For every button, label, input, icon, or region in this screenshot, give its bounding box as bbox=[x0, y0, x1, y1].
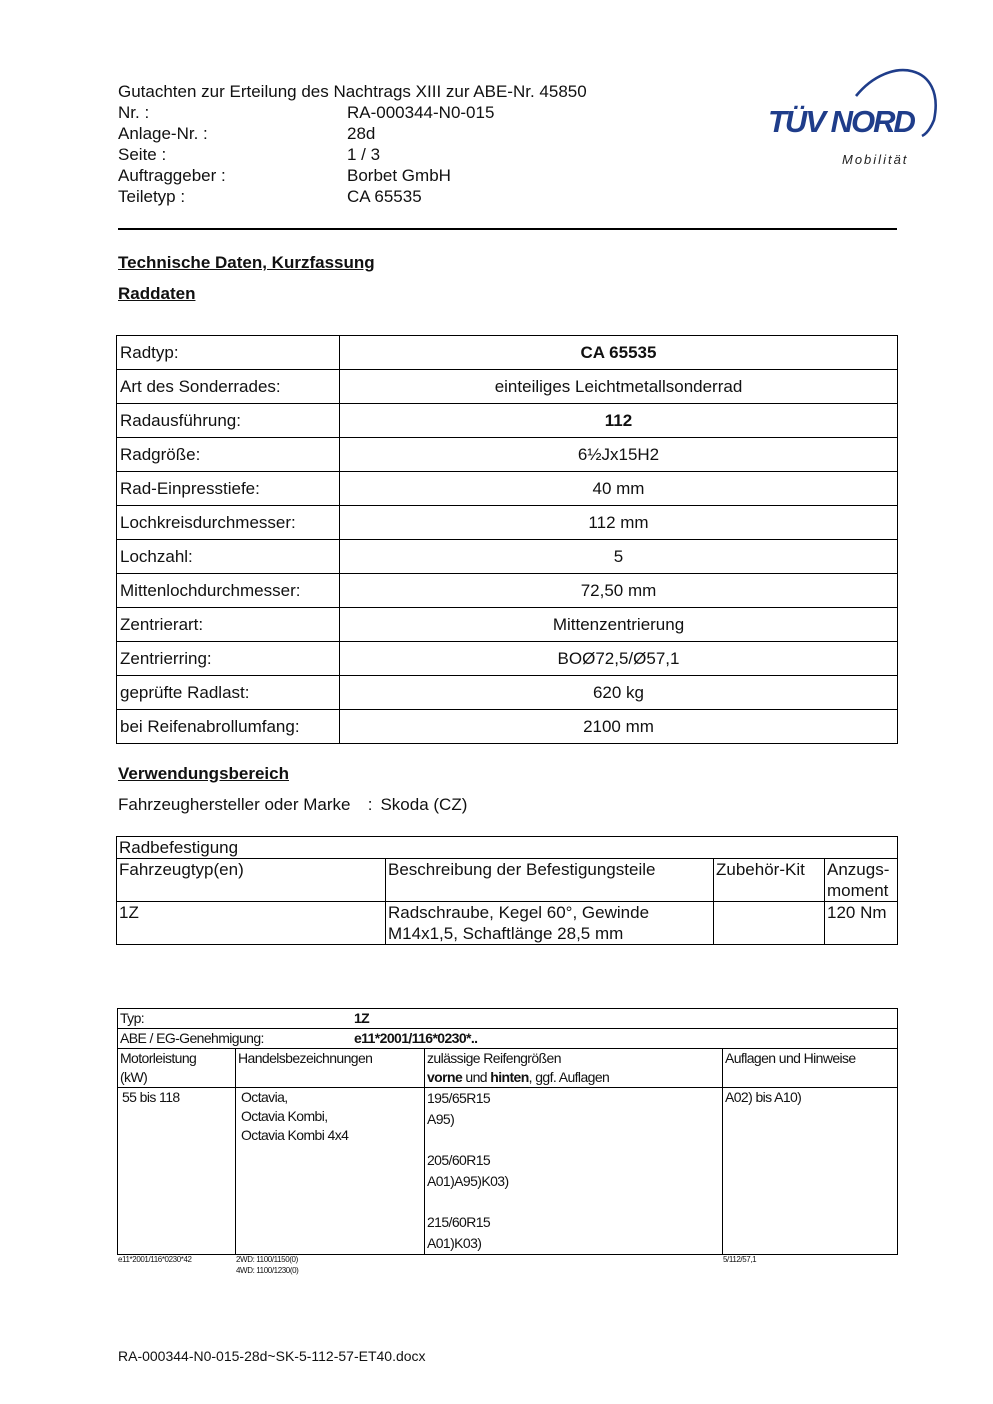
table-row bbox=[117, 370, 898, 404]
col-header-auflagen: Auflagen und Hinweise bbox=[723, 1049, 898, 1088]
header-row-anlage bbox=[118, 123, 375, 144]
col-header-beschreibung: Beschreibung der Befestigungsteile bbox=[386, 859, 714, 902]
logo-wordmark: TÜV NORD bbox=[768, 104, 914, 139]
header-label: Nr. : bbox=[118, 103, 150, 122]
raddaten-label: Radausführung: bbox=[117, 404, 340, 438]
document-filename: RA-000344-N0-015-28d~SK-5-112-57-ET40.docx bbox=[118, 1348, 426, 1364]
raddaten-label: Lochzahl: bbox=[117, 540, 340, 574]
raddaten-value: einteiliges Leichtmetallsonderrad bbox=[340, 370, 898, 404]
raddaten-value: 40 mm bbox=[340, 472, 898, 506]
header-row-teiletyp bbox=[118, 186, 422, 207]
typ-label: Typ: bbox=[120, 1010, 145, 1026]
header-divider bbox=[118, 228, 897, 230]
table-row bbox=[117, 837, 898, 859]
table-row bbox=[118, 1009, 898, 1029]
raddaten-label: Zentrierring: bbox=[117, 642, 340, 676]
cell-beschreibung bbox=[386, 902, 714, 945]
raddaten-value: 112 mm bbox=[340, 506, 898, 540]
col-header-line: (kW) bbox=[120, 1069, 148, 1085]
raddaten-label: geprüfte Radlast: bbox=[117, 676, 340, 710]
header-row-nr bbox=[118, 102, 494, 123]
tire-auflagen: A01)A95)K03) bbox=[427, 1173, 509, 1189]
document-title: Gutachten zur Erteilung des Nachtrags XIII zur ABE-Nr. 45850 bbox=[118, 82, 587, 101]
table-row bbox=[117, 676, 898, 710]
table-row bbox=[117, 404, 898, 438]
table-row bbox=[117, 472, 898, 506]
raddaten-label: Mittenlochdurchmesser: bbox=[117, 574, 340, 608]
header-value: Borbet GmbH bbox=[347, 166, 451, 185]
cell-line: Octavia Kombi, bbox=[241, 1108, 328, 1124]
footnote-2wd: 2WD: 1100/1150(0) bbox=[236, 1255, 298, 1264]
col-header-zubehoer-kit: Zubehör-Kit bbox=[714, 859, 825, 902]
footnote-genehmigung: e11*2001/116*0230*42 bbox=[118, 1255, 192, 1264]
col-header-line bbox=[427, 1068, 720, 1087]
header-row-seite bbox=[118, 144, 380, 165]
header-label: Seite : bbox=[118, 145, 167, 164]
cell-line: Octavia, bbox=[241, 1089, 288, 1105]
table-row bbox=[117, 540, 898, 574]
col-header-line: moment bbox=[827, 881, 889, 900]
raddaten-value: 2100 mm bbox=[340, 710, 898, 744]
raddaten-value: CA 65535 bbox=[340, 336, 898, 370]
section-technische-daten: Technische Daten, Kurzfassung bbox=[118, 253, 375, 272]
raddaten-value: 112 bbox=[340, 404, 898, 438]
header-value: 1 / 3 bbox=[347, 145, 381, 164]
table-row bbox=[118, 1088, 898, 1255]
cell-handelsbezeichnungen bbox=[236, 1088, 425, 1255]
table-row bbox=[117, 336, 898, 370]
raddaten-value: 620 kg bbox=[340, 676, 898, 710]
hersteller-line bbox=[118, 795, 467, 815]
header-value: RA-000344-N0-015 bbox=[347, 103, 495, 122]
table-row bbox=[117, 710, 898, 744]
bold-hinten: hinten bbox=[490, 1069, 529, 1085]
col-header-line: zulässige Reifengrößen bbox=[427, 1050, 561, 1066]
footnote-4wd: 4WD: 1100/1230(0) bbox=[236, 1266, 299, 1275]
raddaten-value: 6½Jx15H2 bbox=[340, 438, 898, 472]
tire-auflagen: A95) bbox=[427, 1111, 455, 1127]
typ-table bbox=[117, 1008, 898, 1255]
col-header-line: Motorleistung bbox=[120, 1050, 197, 1066]
col-header-anzugsmoment bbox=[825, 859, 898, 902]
tire-size: 215/60R15 bbox=[427, 1214, 491, 1230]
hersteller-separator: : bbox=[367, 795, 373, 814]
raddaten-table bbox=[116, 335, 898, 744]
table-row bbox=[117, 859, 898, 902]
hersteller-value: Skoda (CZ) bbox=[380, 795, 468, 814]
raddaten-value: Mittenzentrierung bbox=[340, 608, 898, 642]
tire-size: 195/65R15 bbox=[427, 1090, 491, 1106]
col-header-handelsbezeichnungen: Handelsbezeichnungen bbox=[236, 1049, 425, 1088]
header-value: CA 65535 bbox=[347, 187, 422, 206]
raddaten-label: Lochkreisdurchmesser: bbox=[117, 506, 340, 540]
bold-vorne: vorne bbox=[427, 1069, 463, 1085]
table-row bbox=[117, 902, 898, 945]
abe-row bbox=[118, 1029, 898, 1049]
tuev-nord-logo bbox=[760, 56, 940, 176]
raddaten-value: BOØ72,5/Ø57,1 bbox=[340, 642, 898, 676]
logo-subtitle: Mobilität bbox=[842, 152, 909, 167]
abe-label: ABE / EG-Genehmigung: bbox=[120, 1030, 264, 1046]
cell-fahrzeugtyp: 1Z bbox=[117, 902, 386, 945]
table-row bbox=[117, 574, 898, 608]
text-und: und bbox=[462, 1069, 491, 1085]
abe-value: e11*2001/116*0230*.. bbox=[354, 1030, 478, 1046]
raddaten-value: 5 bbox=[340, 540, 898, 574]
raddaten-label: Radgröße: bbox=[117, 438, 340, 472]
raddaten-label: Rad-Einpresstiefe: bbox=[117, 472, 340, 506]
header-label: Auftraggeber : bbox=[118, 166, 226, 185]
table-row bbox=[118, 1049, 898, 1088]
cell-line: Radschraube, Kegel 60°, Gewinde bbox=[388, 903, 650, 922]
col-header-motorleistung bbox=[118, 1049, 236, 1088]
radbefestigung-title: Radbefestigung bbox=[117, 837, 898, 859]
hersteller-label: Fahrzeughersteller oder Marke bbox=[118, 795, 351, 814]
typ-value: 1Z bbox=[354, 1010, 370, 1026]
col-header-reifengroessen bbox=[425, 1049, 723, 1088]
cell-anzugsmoment: 120 Nm bbox=[825, 902, 898, 945]
footnote-lochkreis: 5/112/57,1 bbox=[723, 1255, 757, 1264]
cell-line: Octavia Kombi 4x4 bbox=[241, 1127, 349, 1143]
header-value: 28d bbox=[347, 124, 376, 143]
cell-reifengroessen bbox=[425, 1088, 723, 1255]
text-auflagen: , ggf. Auflagen bbox=[528, 1069, 610, 1085]
col-header-fahrzeugtyp: Fahrzeugtyp(en) bbox=[117, 859, 386, 902]
raddaten-value: 72,50 mm bbox=[340, 574, 898, 608]
cell-line: M14x1,5, Schaftlänge 28,5 mm bbox=[388, 924, 624, 943]
header-row-auftraggeber bbox=[118, 165, 451, 186]
table-row bbox=[117, 506, 898, 540]
table-row bbox=[117, 608, 898, 642]
typ-row bbox=[118, 1009, 898, 1029]
raddaten-label: bei Reifenabrollumfang: bbox=[117, 710, 340, 744]
raddaten-label: Art des Sonderrades: bbox=[117, 370, 340, 404]
col-header-line: Anzugs- bbox=[827, 860, 890, 879]
table-row bbox=[117, 642, 898, 676]
raddaten-label: Radtyp: bbox=[117, 336, 340, 370]
tire-auflagen: A01)K03) bbox=[427, 1235, 482, 1251]
radbefestigung-table bbox=[116, 836, 898, 945]
header-label: Anlage-Nr. : bbox=[118, 124, 208, 143]
cell-hinweise: A02) bis A10) bbox=[723, 1088, 898, 1255]
section-verwendungsbereich: Verwendungsbereich bbox=[118, 764, 289, 783]
cell-motorleistung: 55 bis 118 bbox=[118, 1088, 236, 1255]
cell-zubehoer-kit bbox=[714, 902, 825, 945]
raddaten-label: Zentrierart: bbox=[117, 608, 340, 642]
tire-size: 205/60R15 bbox=[427, 1152, 491, 1168]
header-label: Teiletyp : bbox=[118, 187, 186, 206]
table-row bbox=[118, 1029, 898, 1049]
section-raddaten: Raddaten bbox=[118, 284, 196, 303]
table-row bbox=[117, 438, 898, 472]
